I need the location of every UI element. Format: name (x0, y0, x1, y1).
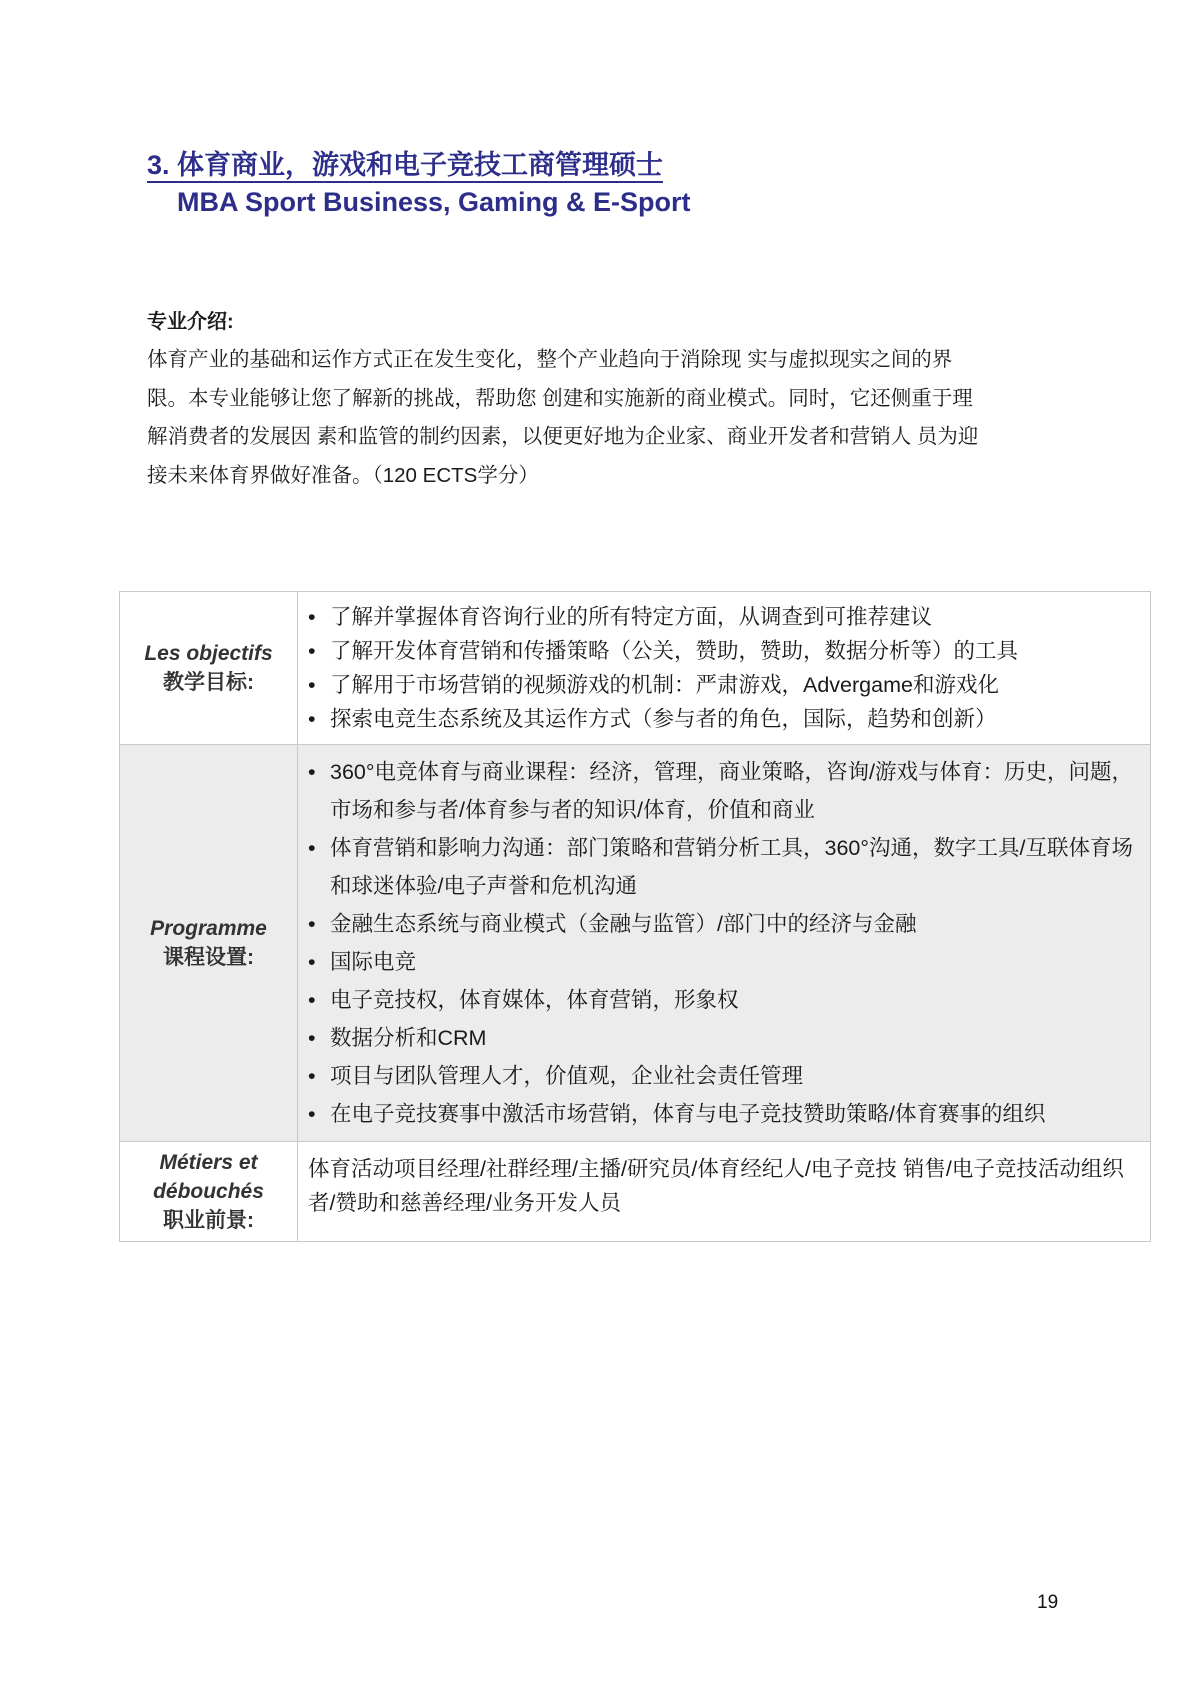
list-item: • 了解并掌握体育咨询行业的所有特定方面，从调查到可推荐建议 (308, 600, 1138, 634)
intro-heading: 专业介绍: (147, 311, 234, 333)
intro-line: 限。本专业能够让您了解新的挑战，帮助您 创建和实施新的商业模式。同时，它还侧重于理 (147, 386, 973, 410)
program-details-table (119, 591, 1151, 1242)
programme-content-cell (298, 745, 1151, 1142)
careers-row (120, 1142, 1151, 1242)
page-number: 19 (1037, 1592, 1059, 1613)
list-item: • 项目与团队管理人才，价值观，企业社会责任管理 (308, 1057, 1138, 1095)
intro-line: 接未来体育界做好准备。（120 ECTS学分） (147, 463, 539, 487)
bullet-icon: • (308, 707, 316, 731)
objectives-label-zh: 教学目标: (163, 671, 254, 694)
title-chinese: 3. 体育商业，游戏和电子竞技工商管理硕士 (147, 150, 663, 183)
objectives-list (308, 600, 1138, 736)
intro-body (147, 341, 1057, 495)
objectives-label-cell (120, 592, 298, 745)
bullet-icon: • (308, 760, 316, 784)
careers-text: 体育活动项目经理/社群经理/主播/研究员/体育经纪人/电子竞技 销售/电子竞技活动组织者/赞助和慈善经理/业务开发人员 (308, 1157, 1124, 1215)
bullet-icon: • (308, 836, 316, 860)
section-title (147, 146, 1047, 220)
list-item: • 数据分析和CRM (308, 1019, 1138, 1057)
bullet-icon: • (308, 1064, 316, 1088)
programme-label-fr: Programme (150, 917, 267, 940)
bullet-icon: • (308, 673, 316, 697)
objectives-label-fr: Les objectifs (144, 642, 273, 665)
careers-label-zh: 职业前景: (163, 1209, 254, 1232)
careers-label-cell (120, 1142, 298, 1242)
intro-line: 解消费者的发展因 素和监管的制约因素，以便更好地为企业家、商业开发者和营销人 员为迎 (147, 425, 979, 448)
objectives-content-cell (298, 592, 1151, 745)
bullet-icon: • (308, 1026, 316, 1050)
objectives-row (120, 592, 1151, 745)
bullet-icon: • (308, 639, 316, 663)
list-item: • 金融生态系统与商业模式（金融与监管）/部门中的经济与金融 (308, 905, 1138, 943)
list-item: • 了解用于市场营销的视频游戏的机制：严肃游戏，Advergame和游戏化 (308, 668, 1138, 702)
list-item: • 了解开发体育营销和传播策略（公关，赞助，赞助，数据分析等）的工具 (308, 634, 1138, 668)
list-item: • 电子竞技权，体育媒体，体育营销，形象权 (308, 981, 1138, 1019)
list-item: • 国际电竞 (308, 943, 1138, 981)
programme-label-cell (120, 745, 298, 1142)
careers-content-cell (298, 1142, 1151, 1242)
list-item: • 360°电竞体育与商业课程：经济，管理，商业策略，咨询/游戏与体育：历史，问题，市场和参与者/体育参与者的知识/体育，价值和商业 (308, 753, 1138, 829)
bullet-icon: • (308, 605, 316, 629)
programme-list (308, 753, 1138, 1133)
careers-label-fr-2: débouchés (153, 1180, 264, 1203)
program-introduction (147, 307, 1057, 495)
programme-row (120, 745, 1151, 1142)
list-item: • 探索电竞生态系统及其运作方式（参与者的角色，国际，趋势和创新） (308, 702, 1138, 736)
programme-label-zh: 课程设置: (163, 946, 254, 969)
bullet-icon: • (308, 912, 316, 936)
intro-line: 体育产业的基础和运作方式正在发生变化，整个产业趋向于消除现 实与虚拟现实之间的界 (147, 348, 953, 371)
title-chinese-line (147, 146, 1047, 184)
list-item: • 体育营销和影响力沟通：部门策略和营销分析工具，360°沟通，数字工具/互联体育场和球迷体验/电子声誉和危机沟通 (308, 829, 1138, 905)
bullet-icon: • (308, 988, 316, 1012)
bullet-icon: • (308, 1102, 316, 1126)
list-item: • 在电子竞技赛事中激活市场营销，体育与电子竞技赞助策略/体育赛事的组织 (308, 1095, 1138, 1133)
title-english: MBA Sport Business, Gaming & E-Sport (177, 187, 691, 217)
careers-label-fr-1: Métiers et (159, 1151, 258, 1174)
bullet-icon: • (308, 950, 316, 974)
